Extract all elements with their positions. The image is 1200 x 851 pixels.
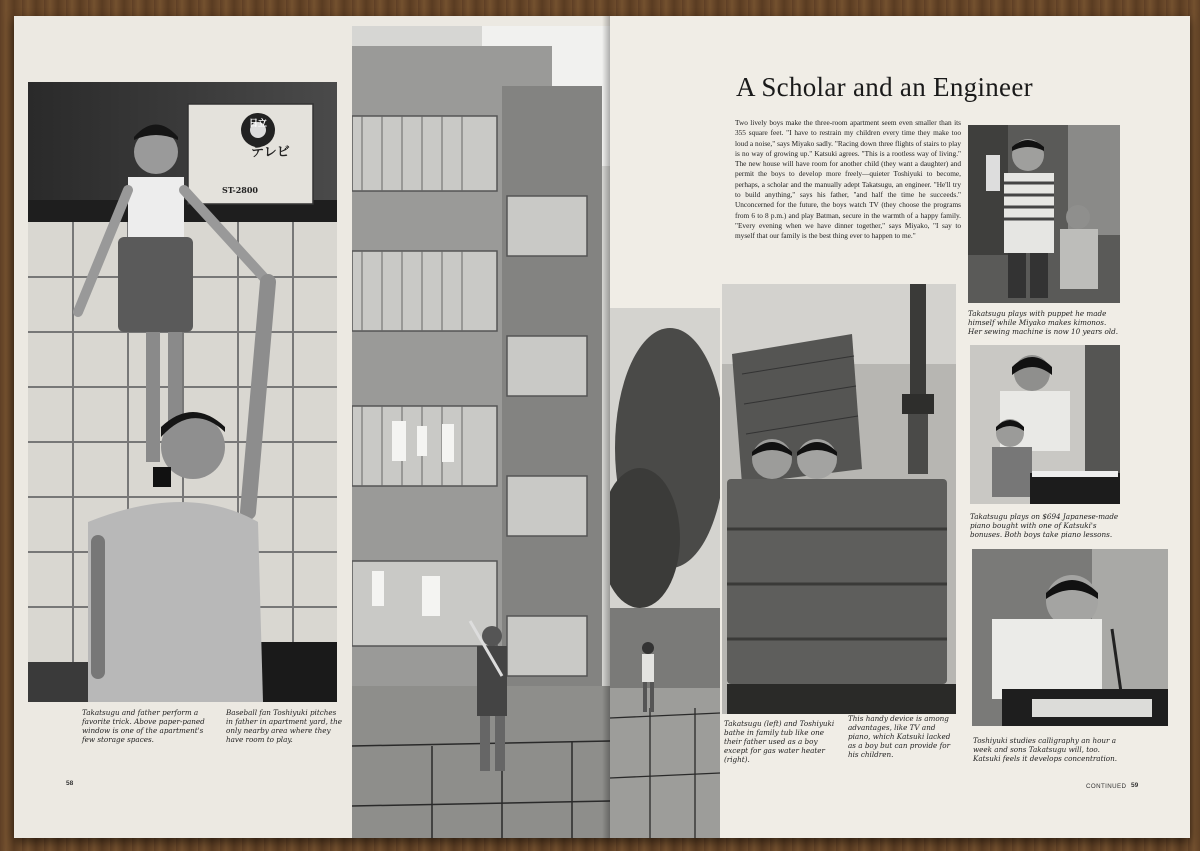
left-page xyxy=(14,16,610,838)
sign-text-model: ST-2800 xyxy=(222,185,258,195)
sign-text-terebi: テレビ xyxy=(251,145,290,160)
photo-tree-and-pitcher xyxy=(610,308,720,838)
caption-apartment-building: Baseball fan Toshiyuki pitches in father in apartment yard, the only nearby area where they have room to play. xyxy=(226,708,342,744)
continued-label: CONTINUED xyxy=(1086,783,1127,790)
article-body-text: Two lively boys make the three-room apartment seem even smaller than its 355 square feet. "I have to restrain my children every time they make too loud a noise," says Miyako sadly. "Racing down three flights of stairs to play is no way of growing up." Katsuki agrees. "This is a rootless way of living." The new house will have room for another child (they want a daughter) and permit the boys to develop more freely—quieter Toshiyuki to become, perhaps, a scholar and the manually adept Takatsugu, an engineer. "He'll try to build anything," says his father, "and half the time he succeeds." Unconcerned for the future, the boys watch TV (they choose the programs from 6 to 8 p.m.) and play Batman, secure in the warmth of a happy family. "Every evening when we have dinner together," says Miyako, "I say to myself that our family is the best thing ever to happen to me." xyxy=(735,118,961,241)
caption-piano: Takatsugu plays on $694 Japanese-made piano bought with one of Katsuki's bonuses. Both boys take piano lessons. xyxy=(970,512,1119,539)
photo-father-and-son xyxy=(28,82,337,702)
photo-puppet xyxy=(968,125,1120,303)
caption-calligraphy: Toshiyuki studies calligraphy an hour a week and sons Takatsugu will, too. Katsuki feels it develops concentration. xyxy=(973,736,1118,763)
photo-calligraphy xyxy=(972,549,1168,726)
caption-puppet: Takatsugu plays with puppet he made himself while Miyako makes kimonos. Her sewing machine is now 10 years old. xyxy=(968,309,1118,336)
sign-text-hitachi: 日立 xyxy=(249,119,268,129)
caption-father-and-son: Takatsugu and father perform a favorite trick. Above paper-paned window is one of the apartment's few storage spaces. xyxy=(82,708,205,744)
photo-piano xyxy=(970,345,1120,504)
caption-bath-tub-right: This handy device is among advantages, like TV and piano, which Katsuki lacked as a boy but can provide for his children. xyxy=(848,714,951,759)
photo-apartment-building xyxy=(352,26,610,838)
article-headline: A Scholar and an Engineer xyxy=(736,72,1033,102)
right-page xyxy=(610,16,1190,838)
page-number-right: 59 xyxy=(1131,782,1139,789)
page-number-left: 58 xyxy=(66,780,74,787)
photo-bath-tub xyxy=(722,284,956,714)
caption-bath-tub-left: Takatsugu (left) and Toshiyuki bathe in family tub like one their father used as a boy except for gas water heater (right). xyxy=(724,719,835,764)
magazine-spread xyxy=(14,16,1190,838)
